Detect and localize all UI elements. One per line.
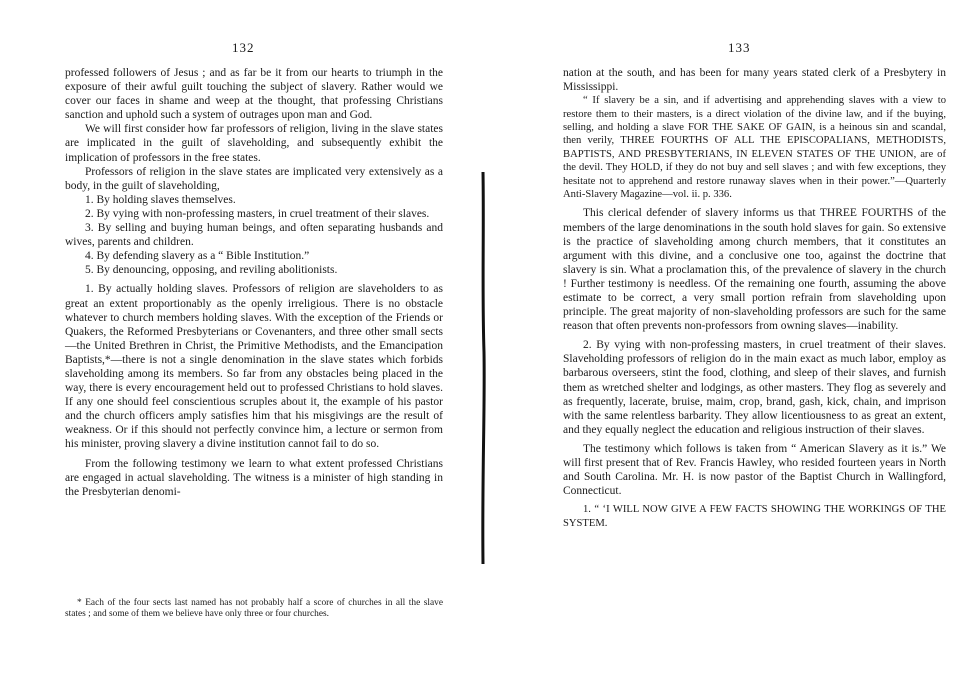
paragraph: nation at the south, and has been for many years stated clerk of a Presbytery in Mississippi.: [563, 67, 946, 94]
paragraph: Professors of religion in the slave states are implicated very extensively as a body, in the guilt of slaveholding,: [65, 165, 443, 192]
paragraph: 2. By vying with non-professing masters, in cruel treatment of their slaves. Slaveholding professors of religion do in the main exact as much labor, employ as barbarous overseers, stint the food, clothing, and sleep of their slaves, and furnish them as wretched shelter and lodgings, as other masters. They flog as severely and as frequently, lacerate, bruise, maim, crop, brand, gash, kick, chain, and imprison with the same relentless barbarity. They allow licentiousness to as great an extent, and they equally neglect the education and religious instruction of their slaves.: [563, 339, 946, 436]
right-page-body: [563, 66, 946, 530]
page-number: 132: [232, 40, 255, 55]
paragraph: This clerical defender of slavery informs us that THREE FOURTHS of the members of the large denominations in the south hold slaves for gain. So extensive is the practice of slaveholding among church members, that it constitutes an argument with this divine, and a conclusive one too, against the doctrine that slavery is sin. What a proclamation this, of the prevalence of slavery in the church ! Further testimony is needless. Of the remaining one fourth, assuming the above estimate to be correct, a very small portion refrain from slaveholding upon principle. The great majority of non-slaveholding professors are such for the same reason that often prevents non-professors from owning slaves—inability.: [563, 207, 946, 333]
list-item: 3. By selling and buying human beings, and often separating husbands and wives, parents and children.: [65, 222, 443, 249]
list-item: 2. By vying with non-professing masters, in cruel treatment of their slaves.: [85, 207, 430, 220]
paragraph: 1. “ ‘I WILL NOW GIVE A FEW FACTS SHOWING THE WORKINGS OF THE SYSTEM.: [563, 504, 946, 529]
list-item: 1. By holding slaves themselves.: [85, 193, 236, 206]
list-item: 4. By defending slavery as a “ Bible Institution.”: [85, 250, 310, 263]
paragraph: professed followers of Jesus ; and as far be it from our hearts to triumph in the exposure of their awful guilt touching the subject of slavery. Rather would we cover our faces in shame and weep at the thought, that professing Christians sanction and uphold such a system of outrages upon man and God.: [65, 67, 443, 122]
paragraph: The testimony which follows is taken from “ American Slavery as it is.” We will first present that of Rev. Francis Hawley, who resided fourteen years in North and South Carolina. Mr. H. is now pastor of the Baptist Church in Wallingford, Connecticut.: [563, 442, 946, 498]
paragraph: We will first consider how far professors of religion, living in the slave states are implicated in the guilt of slaveholding, and subsequently exhibit the implication of professors in the free states.: [65, 123, 443, 164]
right-page: [500, 0, 980, 682]
left-page: [0, 0, 470, 682]
block-quote: “ If slavery be a sin, and if advertising and apprehending slaves with a view to restore them to their masters, is a direct violation of the divine law, and if the buying, selling, and holding a slave FOR THE SAKE OF GAIN, is a heinous sin and scandal, then verily, THREE FOURTHS OF ALL THE EPISCOPALIANS, METHODISTS, BAPTISTS, AND PRESBYTERIANS, IN ELEVEN STATES OF THE UNION, are of the devil. They HOLD, if they do not buy and sell slaves ; and with few exceptions, they hesitate not to apprehend and restore runaway slaves when in their power.”—Quarterly Anti-Slavery Magazine—vol. ii. p. 336.: [563, 95, 946, 201]
page-number: 133: [728, 40, 751, 55]
binding-gutter-shadow: [479, 172, 487, 564]
list-item: 5. By denouncing, opposing, and reviling abolitionists.: [85, 264, 338, 277]
left-page-body: [65, 66, 443, 499]
footnote: * Each of the four sects last named has not probably half a score of churches in all the slave states ; and some of them we believe have only three or four churches.: [65, 598, 443, 619]
paragraph: 1. By actually holding slaves. Professors of religion are slaveholders to as great an extent proportionably as the openly irreligious. There is no obstacle whatever to church members holding slaves. With the exception of the Friends or Quakers, the Reformed Presbyterians or Covenanters, and three other small sects—the United Brethren in Christ, the Primitive Methodists, and the Emancipation Baptists,*—there is not a single denomination in the slave states which forbids slaveholding among its members. So far from any obstacles being placed in the way, there is every encouragement held out to professed Christians to hold slaves. If any one should feel conscientious scruples about it, the example of his pastor and the church officers amply satisfies him that his misgivings are the result of weakness. Or if this should not perfectly convince him, a lecture or sermon from his minister, proving slavery a divine institution cannot fail to do so.: [65, 283, 443, 451]
paragraph: From the following testimony we learn to what extent professed Christians are engaged in actual slaveholding. The witness is a minister of high standing in the Presbyterian denomi-: [65, 457, 443, 498]
